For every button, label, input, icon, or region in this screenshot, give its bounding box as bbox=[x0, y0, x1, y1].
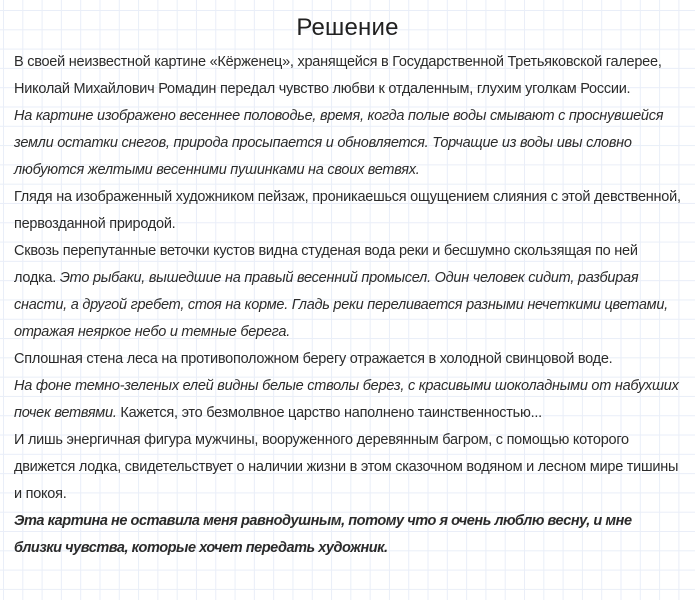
text-run-normal: Сплошная стена леса на противоположном берегу отражается в холодной свинцовой воде. bbox=[14, 351, 613, 367]
text-run-normal: И лишь энергичная фигура мужчины, вооруженного деревянным багром, с помощью которого движется лодка, свидетельствует о наличии жизни в этом сказочном водяном и лесном мире тишины и покоя. bbox=[14, 432, 679, 502]
page-title: Решение bbox=[296, 14, 399, 41]
text-run-bold-italic: Эта картина не оставила меня равнодушным, потому что я очень люблю весну, и мне близки чувства, которые хочет передать художник. bbox=[14, 513, 632, 556]
paragraph bbox=[14, 373, 681, 427]
paragraph bbox=[14, 49, 681, 103]
text-run-normal: Сквозь перепутанные веточки кустов видна студеная вода реки и бесшумно скользящая по ней лодка. bbox=[14, 243, 638, 286]
text-run-normal: Глядя на изображенный художником пейзаж, проникаешься ощущением слияния с этой девственной, первозданной природой. bbox=[14, 189, 681, 232]
paragraph bbox=[14, 103, 681, 184]
paragraph bbox=[14, 508, 681, 562]
paragraph bbox=[14, 427, 681, 508]
text-run-italic: На картине изображено весеннее половодье, время, когда полые воды смывают с проснувшейся земли остатки снегов, природа просыпается и обновляется. Торчащие из воды ивы словно любуются желтыми весенними пушинками на своих ветвях. bbox=[14, 108, 664, 178]
text-run-italic: На фоне темно-зеленых елей видны белые стволы берез, с красивыми шоколадными от набухших почек ветвями. bbox=[14, 378, 679, 421]
paragraph bbox=[14, 238, 681, 346]
text-run-normal: В своей неизвестной картине «Кёрженец», хранящейся в Государственной Третьяковской галерее, Николай Михайлович Ромадин передал чувство любви к отдаленным, глухим уголкам России. bbox=[14, 54, 662, 97]
text-run-normal: Кажется, это безмолвное царство наполнено таинственностью... bbox=[116, 405, 542, 421]
solution-text bbox=[14, 49, 681, 562]
paragraph bbox=[14, 184, 681, 238]
paragraph bbox=[14, 346, 681, 373]
text-run-italic: Это рыбаки, вышедшие на правый весенний промысел. Один человек сидит, разбирая снасти, а другой гребет, стоя на корме. Гладь реки переливается разными нечеткими цветами, отражая неяркое небо и темные берега. bbox=[14, 270, 668, 340]
